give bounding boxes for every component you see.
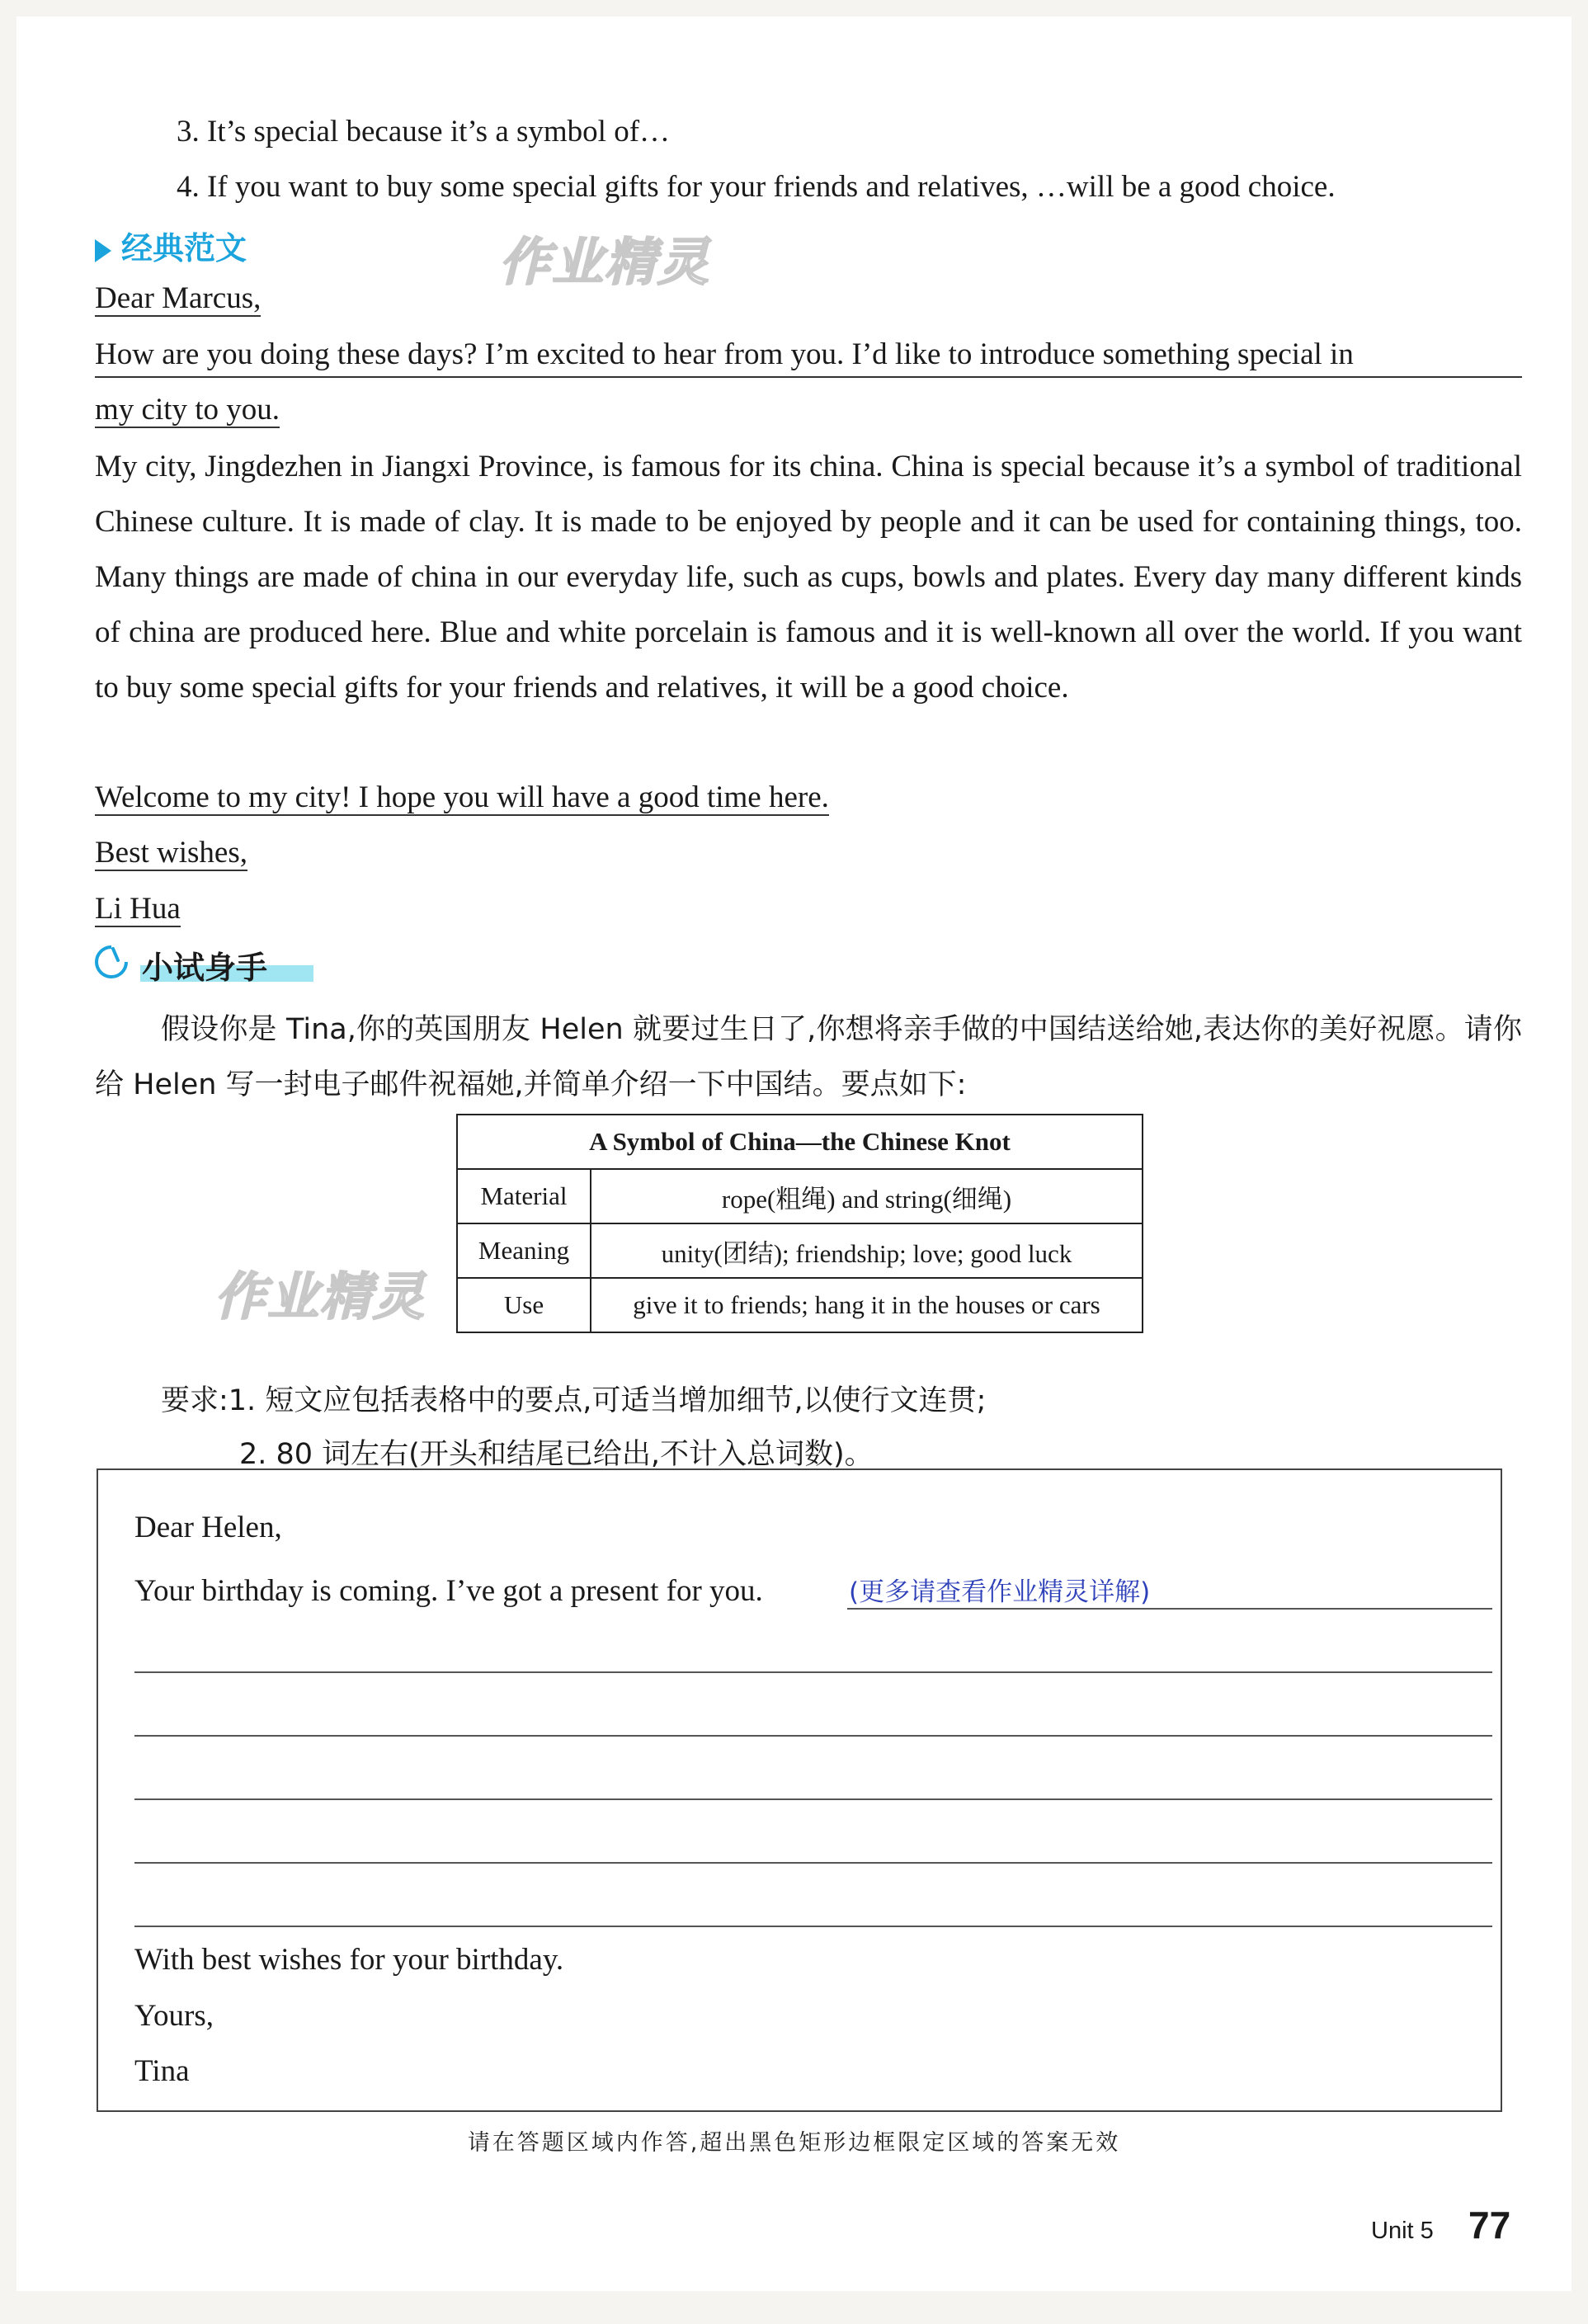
model-closing-line xyxy=(95,780,829,815)
row-label: Material xyxy=(457,1169,591,1223)
model-signature xyxy=(95,891,181,926)
model-signoff xyxy=(95,835,247,870)
task-instruction: 假设你是 Tina,你的英国朋友 Helen 就要过生日了,你想将亲手做的中国结送给她,表达你的美好祝愿。请你给 Helen 写一封电子邮件祝福她,并简单介绍一下中国结。要点如下: xyxy=(95,1013,1522,1101)
model-closing-text: Welcome to my city! I hope you will have a good time here. xyxy=(95,780,829,814)
answer-closing: With best wishes for your birthday. xyxy=(134,1943,564,1977)
row-label: Meaning xyxy=(457,1223,591,1278)
answer-rule[interactable] xyxy=(134,1671,1492,1673)
answer-line1: Your birthday is coming. I’ve got a present for you. xyxy=(134,1574,763,1608)
answer-rule[interactable] xyxy=(134,1798,1492,1800)
table-title-row xyxy=(457,1115,1143,1169)
table-title: A Symbol of China—the Chinese Knot xyxy=(457,1115,1143,1169)
row-value: give it to friends; hang it in the houses or cars xyxy=(591,1278,1143,1332)
answer-box xyxy=(97,1468,1502,2112)
pencil-circle-icon xyxy=(93,944,130,980)
answer-rule[interactable] xyxy=(134,1926,1492,1927)
row-label: Use xyxy=(457,1278,591,1332)
more-details-link[interactable]: (更多请查看作业精灵详解) xyxy=(849,1577,1151,1607)
answer-rule[interactable] xyxy=(134,1862,1492,1864)
model-intro-line2 xyxy=(95,392,280,427)
row-value: unity(团结); friendship; love; good luck xyxy=(591,1223,1143,1278)
table-row xyxy=(457,1278,1143,1332)
model-salutation xyxy=(95,280,261,316)
answer-salutation: Dear Helen, xyxy=(134,1511,282,1544)
section-model-heading xyxy=(95,223,247,268)
model-intro-line2-text: my city to you. xyxy=(95,393,280,427)
section-try-title: 小试身手 xyxy=(142,950,268,986)
answer-rule[interactable] xyxy=(134,1735,1492,1737)
table-row xyxy=(457,1169,1143,1223)
footer-note: 请在答题区域内作答,超出黑色矩形边框限定区域的答案无效 xyxy=(467,2130,1121,2156)
point-4: 4. If you want to buy some special gifts for your friends and relatives, …will be a good choice. xyxy=(177,170,1336,204)
requirement-1: 要求:1. 短文应包括表格中的要点,可适当增加细节,以使行文连贯; xyxy=(161,1384,987,1417)
model-body: My city, Jingdezhen in Jiangxi Province, is famous for its china. China is special because it’s a symbol of traditional Chinese culture. It is made of clay. It is made to be enjoyed by people and it can be used for containing things, too. Many things are made of china in our everyday life, such as cups, bowls and plates. Every day many different kinds of china are produced here. Blue and white porcelain is famous and it is well-known all over the world. If you want to buy some special gifts for your friends and relatives, it will be a good choice. xyxy=(95,450,1522,705)
model-signature-text: Li Hua xyxy=(95,892,181,926)
model-signoff-text: Best wishes, xyxy=(95,836,247,870)
section-model-title: 经典范文 xyxy=(121,230,247,266)
knot-table xyxy=(456,1114,1143,1333)
point-3: 3. It’s special because it’s a symbol of… xyxy=(177,115,671,148)
row-value: rope(粗绳) and string(细绳) xyxy=(591,1169,1143,1223)
page-number: 77 xyxy=(1468,2204,1511,2246)
answer-rule[interactable] xyxy=(847,1608,1492,1610)
answer-yours: Yours, xyxy=(134,1999,214,2033)
answer-name: Tina xyxy=(134,2054,190,2088)
triangle-icon xyxy=(95,239,111,262)
worksheet-page xyxy=(16,16,1572,2291)
watermark-middle: 作业精灵 xyxy=(214,1266,426,1327)
requirement-2: 2. 80 词左右(开头和结尾已给出,不计入总词数)。 xyxy=(239,1438,874,1471)
model-intro-line1: How are you doing these days? I’m excited to hear from you. I’d like to introduce something special in xyxy=(95,337,1522,378)
unit-label: Unit 5 xyxy=(1371,2218,1434,2244)
model-salutation-text: Dear Marcus, xyxy=(95,281,262,315)
watermark-top: 作业精灵 xyxy=(499,232,711,292)
table-row xyxy=(457,1223,1143,1278)
